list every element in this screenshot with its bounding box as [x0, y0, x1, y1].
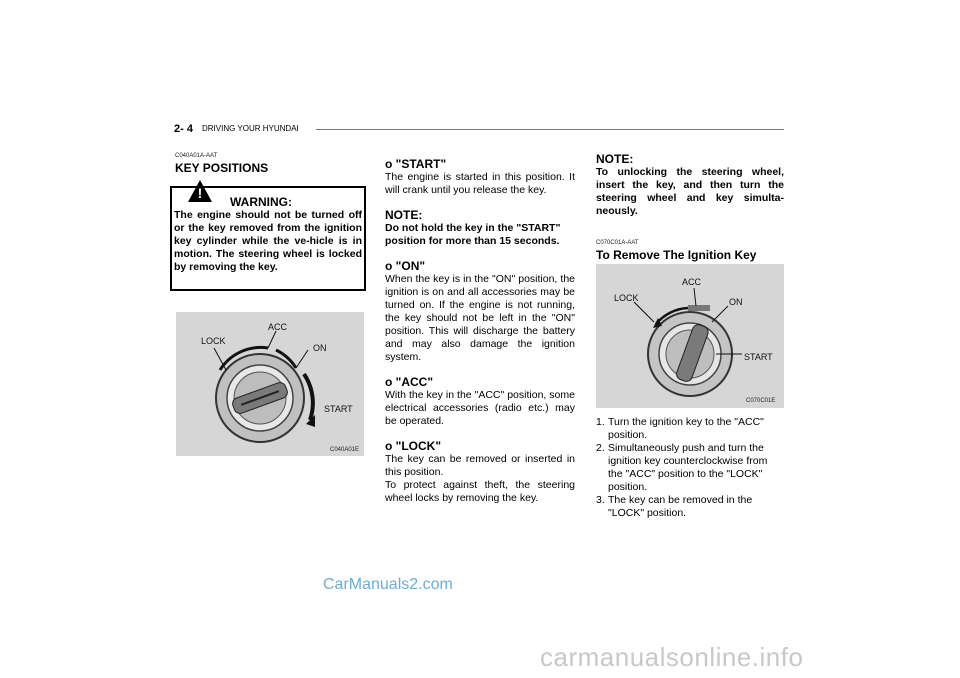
warning-title: WARNING:	[230, 195, 292, 209]
removal-steps	[596, 416, 784, 520]
note-heading: NOTE:	[385, 208, 423, 222]
figure-label-on: ON	[313, 343, 327, 353]
right-note-text: To unlocking the steering wheel, insert the key, and then turn the steering wheel and key simulta-neously.	[596, 166, 784, 217]
figure-label-start: START	[744, 352, 773, 362]
section-code: C040A01A-AAT	[175, 153, 218, 159]
header-rule	[316, 129, 784, 130]
right-note-heading: NOTE:	[596, 152, 634, 166]
figure-label-lock: LOCK	[614, 293, 639, 303]
ignition-illustration	[176, 312, 364, 456]
remove-key-code: C070C01A-AAT	[596, 240, 639, 246]
page-number: 2- 4	[174, 123, 193, 135]
warning-text: The engine should not be turned off or the key removed from the ignition key cylinder while the ve-hicle is in motion. The steering wheel is locked by removing the key.	[174, 209, 362, 273]
start-text: The engine is started in this position. It will crank until you release the key.	[385, 171, 575, 196]
watermark-link[interactable]: CarManuals2.com	[323, 576, 453, 593]
on-heading: o "ON"	[385, 259, 426, 273]
list-item: 3. The key can be removed in the "LOCK" position.	[596, 494, 753, 519]
section-heading: KEY POSITIONS	[175, 161, 269, 175]
middle-column	[385, 157, 575, 505]
figure-code: C040A01E	[330, 447, 360, 453]
section-title: DRIVING YOUR HYUNDAI	[202, 124, 299, 133]
remove-key-heading: To Remove The Ignition Key	[596, 248, 757, 262]
figure-label-start: START	[324, 404, 353, 414]
figure-label-acc: ACC	[268, 322, 288, 332]
list-item: 2. Simultaneously push and turn the ignition key counterclockwise from the "ACC" position to the "LOCK" position.	[596, 442, 768, 493]
lock-heading: o "LOCK"	[385, 439, 442, 453]
watermark-text: carmanualsonline.info	[540, 642, 804, 672]
right-note	[596, 152, 784, 218]
figure-label-acc: ACC	[682, 277, 702, 287]
acc-text: With the key in the "ACC" position, some electrical accessories (radio etc.) may be operated.	[385, 389, 575, 427]
figure-code: C070C01E	[746, 398, 776, 404]
on-text: When the key is in the "ON" position, the ignition is on and all accessories may be turned on. If the engine is not running, the key should not be left in the "ON" position. This will discharge the battery and may also damage the ignition system.	[385, 273, 575, 363]
exclamation-icon: !	[197, 185, 203, 201]
figure-label-on: ON	[729, 297, 743, 307]
figure-label-lock: LOCK	[201, 336, 226, 346]
note-text: Do not hold the key in the "START" position for more than 15 seconds.	[385, 222, 561, 247]
lock-text: The key can be removed or inserted in this position.	[385, 453, 575, 478]
list-item: 1. Turn the ignition key to the "ACC" position.	[596, 416, 764, 441]
lock-text-2: To protect against theft, the steering wheel locks by removing the key.	[385, 479, 575, 504]
acc-heading: o "ACC"	[385, 375, 434, 389]
key-positions-figure	[176, 312, 364, 456]
start-heading: o "START"	[385, 157, 447, 171]
